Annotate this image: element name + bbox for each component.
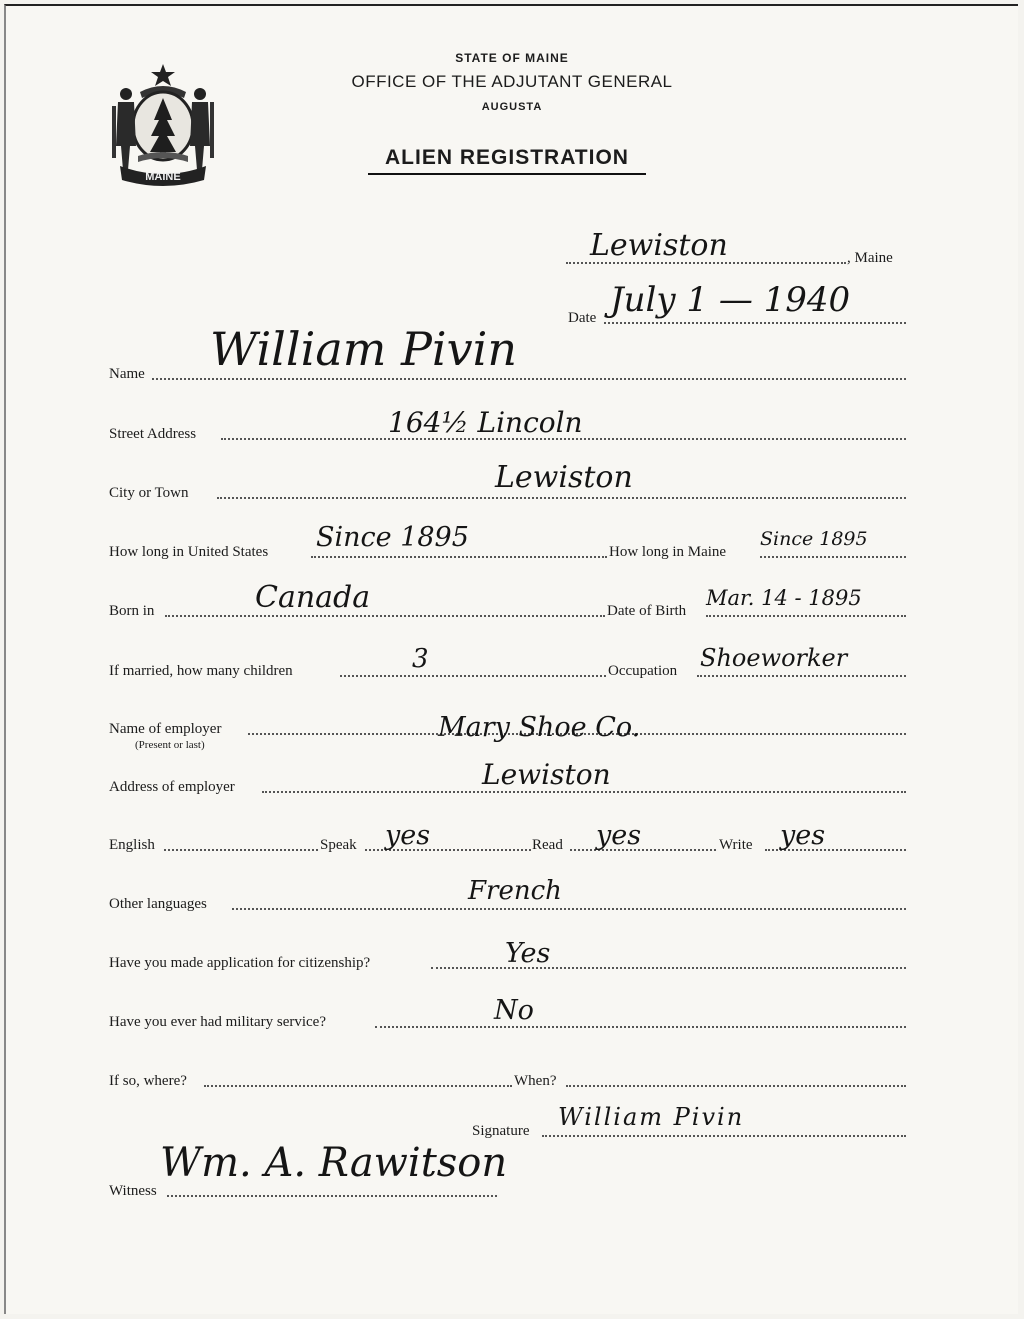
- born-label: Born in: [109, 603, 155, 619]
- name-line: [152, 378, 906, 380]
- maine-label: , Maine: [847, 250, 893, 266]
- citizenship-value[interactable]: Yes: [505, 938, 551, 969]
- occupation-label: Occupation: [608, 663, 678, 679]
- maine-years-line: [760, 556, 906, 558]
- speak-label: Speak: [320, 837, 357, 853]
- occupation-line: [697, 675, 906, 677]
- children-label: If married, how many children: [109, 663, 293, 679]
- employer-value[interactable]: Mary Shoe Co.: [438, 712, 641, 743]
- svg-text:MAINE: MAINE: [145, 171, 181, 183]
- city-line: [217, 497, 906, 499]
- maine-years-label: How long in Maine: [609, 544, 727, 560]
- when-label: When?: [514, 1073, 557, 1089]
- date-label: Date: [568, 310, 597, 326]
- other-languages-label: Other languages: [109, 896, 207, 912]
- children-value[interactable]: 3: [412, 644, 429, 674]
- header-state: STATE OF MAINE: [455, 51, 569, 65]
- signature-value[interactable]: William Pivin: [558, 1103, 745, 1131]
- english-label: English: [109, 837, 155, 853]
- other-languages-line: [232, 908, 906, 910]
- date-value[interactable]: July 1 — 1940: [610, 280, 851, 320]
- dob-line: [706, 615, 906, 617]
- dob-value[interactable]: Mar. 14 - 1895: [706, 586, 862, 610]
- english-line: [164, 849, 318, 851]
- city-label: City or Town: [109, 485, 189, 501]
- write-value[interactable]: yes: [780, 820, 826, 851]
- born-line: [165, 615, 605, 617]
- date-line: [604, 322, 906, 324]
- us-years-line: [311, 556, 607, 558]
- header-city: AUGUSTA: [481, 101, 543, 113]
- dob-label: Date of Birth: [607, 603, 687, 619]
- city-value[interactable]: Lewiston: [495, 460, 633, 495]
- citizenship-label: Have you made application for citizenship?: [109, 955, 371, 971]
- children-line: [340, 675, 606, 677]
- employer-address-value[interactable]: Lewiston: [482, 758, 611, 791]
- name-value[interactable]: William Pivin: [210, 322, 517, 376]
- employer-address-line: [262, 791, 906, 793]
- where-line: [204, 1085, 512, 1087]
- other-languages-value[interactable]: French: [468, 876, 562, 906]
- street-label: Street Address: [109, 426, 197, 442]
- citizenship-line: [431, 967, 906, 969]
- signature-label: Signature: [472, 1123, 530, 1139]
- where-label: If so, where?: [109, 1073, 187, 1089]
- read-label: Read: [532, 837, 563, 853]
- occupation-value[interactable]: Shoeworker: [700, 644, 848, 672]
- employer-address-label: Address of employer: [109, 779, 235, 795]
- military-value[interactable]: No: [494, 995, 534, 1026]
- signature-line: [542, 1135, 906, 1137]
- witness-label: Witness: [109, 1183, 157, 1199]
- when-line: [566, 1085, 906, 1087]
- employer-note: (Present or last): [135, 739, 205, 751]
- military-label: Have you ever had military service?: [109, 1014, 326, 1030]
- witness-value[interactable]: Wm. A. Rawitson: [160, 1140, 508, 1186]
- form-title: ALIEN REGISTRATION: [368, 146, 646, 175]
- witness-line: [167, 1195, 497, 1197]
- born-value[interactable]: Canada: [255, 580, 371, 615]
- write-label: Write: [719, 837, 753, 853]
- header-office: OFFICE OF THE ADJUTANT GENERAL: [351, 72, 673, 91]
- us-years-label: How long in United States: [109, 544, 269, 560]
- military-line: [375, 1026, 906, 1028]
- name-label: Name: [109, 366, 145, 382]
- read-line: [570, 849, 716, 851]
- town-value[interactable]: Lewiston: [590, 228, 728, 263]
- read-value[interactable]: yes: [596, 820, 642, 851]
- us-years-value[interactable]: Since 1895: [316, 522, 469, 553]
- street-value[interactable]: 164½ Lincoln: [388, 406, 583, 439]
- speak-value[interactable]: yes: [385, 820, 431, 851]
- form-sheet: [4, 4, 1018, 1314]
- employer-label: Name of employer: [109, 721, 222, 737]
- maine-years-value[interactable]: Since 1895: [760, 528, 868, 550]
